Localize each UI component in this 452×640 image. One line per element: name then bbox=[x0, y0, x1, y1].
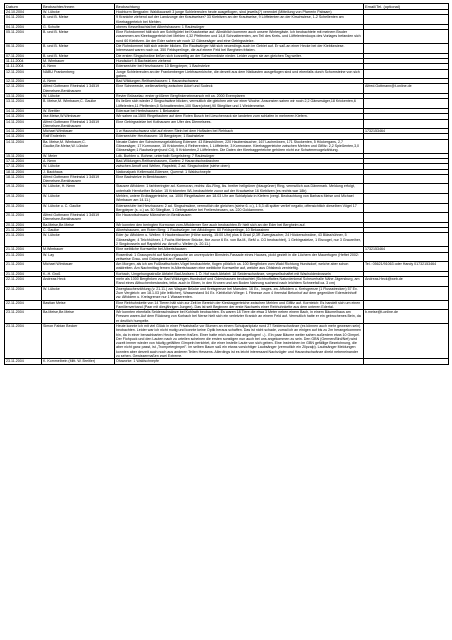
cell-date: 18.11.2004 bbox=[5, 169, 42, 174]
cell-observer: Ba.Meise,Be.Meise bbox=[42, 222, 115, 227]
cell-observation: Die Rohrdommel hält sich wieder blicken. Ein Raubwürger hält sich neuerdings auch im Gebiet auf. Er saß an einer Hecke bei der Kiebitzwiese. Interessant waren noch ca. 350 Feldsperlinge, die auf einem Feld bei Bergheim frästen. bbox=[115, 44, 364, 54]
cell-observer: B. und B. Meise bbox=[42, 15, 115, 25]
cell-date: 18.11.2004 bbox=[5, 174, 42, 184]
cell-date: 21.11.2004 bbox=[5, 252, 42, 262]
cell-contact: 1732153464 bbox=[364, 129, 449, 134]
cell-date: 21.11.2004 bbox=[5, 271, 42, 276]
column-header-observer: Beobachter/innen bbox=[42, 4, 115, 10]
cell-date: 07.11.2004 bbox=[5, 53, 42, 58]
cell-date: 20.11.2004 bbox=[5, 203, 42, 213]
cell-date: 12.11.2004 bbox=[5, 69, 42, 79]
cell-observation: Edersee/ufer bei Herzhausen: 10 Bergpieper, 1 Bachstelze bbox=[115, 64, 364, 69]
cell-observation: Hochturm Bergpalm: Waldkauzseit 3 junge Schleiereulen heute ausgeflogen, sind jeweils(?) verendet (Mitteilung von Pfarrerin Pabsam) bbox=[115, 10, 364, 15]
cell-contact bbox=[364, 184, 449, 194]
table-row bbox=[5, 15, 449, 25]
cell-contact: Tel.: 05621/91063 oder Handy 01732153464 bbox=[364, 262, 449, 272]
cell-contact bbox=[364, 174, 449, 184]
table-row bbox=[5, 139, 449, 153]
cell-contact: Alfred.Gottmann@t-online.de bbox=[364, 84, 449, 94]
cell-observer: W. Lübcke bbox=[42, 193, 115, 203]
cell-date: 24.10.2004 bbox=[5, 10, 42, 15]
cell-observer: Alfred Gottmann Rheinstal 1 34519 Diemelsee-Benkhausen bbox=[42, 119, 115, 129]
cell-date: 04.11.2004 bbox=[5, 15, 42, 25]
cell-date: 14.11.2004 bbox=[5, 108, 42, 113]
cell-observation: oberes Kesselbachtal bei Albertshausen: 1 Raubwürger bbox=[115, 24, 364, 29]
cell-observer: Michael Wimbauer bbox=[42, 129, 115, 134]
cell-date: 06.11.2004 bbox=[5, 44, 42, 54]
cell-observation: mehr als 1000 Bergfinken zw. Bad Wildungen-Hundsdorf und Odershausen beobachtet (Sichtnoffattes Naturdenkmal Scheuerhalle Nähe Jägersburg, am Rand eines Altbuchenbestandes, teilw. auch in Eiben, in den Kronen und am Boden Nahrung suchend nach leichtem Schneefall ca. 3 cm) bbox=[115, 277, 364, 287]
cell-observer: W. Lübcke bbox=[42, 94, 115, 99]
table-row bbox=[5, 174, 449, 184]
cell-date: 14.11.2004 bbox=[5, 139, 42, 153]
cell-contact bbox=[364, 286, 449, 300]
cell-observer: Ilse.Meise,W.Wimbauer bbox=[42, 114, 115, 119]
cell-observation: Neuste Daten der Schwimmvogelzählung Edersee: 43 Blesshühner, 220 Haubentaucher, 167 Lachmöwen, 171 Stockenten, 5 Höckergans, 2,7 Gänsesäger, 17 Kormorane, 15 Krickenten,4 Reiherenten, 1 Löffelente, 3 Kormorane. Kleebaggerteiche zwischen Mehlen und Giflitz: 2,2 Spießenten,3,0 Gänsesäger,1 Raubwürger(rund C4), 5 Krickenten,2 Löffelenten. Die Daten der Kleebaggerteiche gehören nicht zur Schwimmvogelzählung. bbox=[115, 139, 364, 153]
cell-date: 22.11.2004 bbox=[5, 277, 42, 287]
cell-observation: Edersee/ufer Herzhausen: 15 Bergpieper, 1 Bachstelze bbox=[115, 134, 364, 139]
cell-observer: Simon Fabian Becker bbox=[42, 324, 115, 359]
cell-contact: 1732153464 bbox=[364, 247, 449, 252]
cell-observation: 1 w Hausrotschwanz sitzt auf einem Stein bei dem Hofladen bei Rehbach bbox=[115, 129, 364, 134]
cell-observer: W. Lübcke u. C. Gaulke bbox=[42, 203, 115, 213]
observation-table bbox=[4, 3, 449, 365]
table-row bbox=[5, 252, 449, 262]
cell-date: 12.11.2004 bbox=[5, 84, 42, 94]
cell-date: 12.11.2004 bbox=[5, 79, 42, 84]
cell-observation: zwischen Arnoff und Welten, Rapsfeld, 2 ad. Singschwäne (siehe oben) bbox=[115, 164, 364, 169]
cell-date: 17.11.2004 bbox=[5, 158, 42, 163]
cell-observation: Junge Schleiereulen an der Frankenberger Liebfrauenkirche, die derzeit aus dem Nistkasten ausgeflogen sind und ebenfalls durch Schornsteine von sich gaben. bbox=[115, 69, 364, 79]
cell-observer: W. Meier bbox=[42, 153, 115, 158]
cell-contact bbox=[364, 139, 449, 153]
cell-date: 23.11.2004 bbox=[5, 324, 42, 359]
cell-date: 21.11.2004 bbox=[5, 233, 42, 247]
table-row bbox=[5, 359, 449, 364]
cell-observation: Zwergtaucherzählung (v. 21.11.) zw. Waguer Brücke und Kreisgrenze bei Marsden. 16 Ex., insges. zw. Affoldern u. Kreisgrenze (1 Flussstrecken) 57 Ex. Zum Vergleich: am 18.1.03 (die leitlicher), Wasserstand 54 Ex. Kiebitzlich Wiege: 1 Fitnesse zum 4 ihrerstal Betonhof auf dem gegenüber Edersteinhoff zw. Affoldern u. Kreisgrenze nur 1 Wasserenten. bbox=[115, 286, 364, 300]
cell-date: 14.11.2004 bbox=[5, 119, 42, 129]
cell-observer: K.-H. Groß bbox=[42, 271, 115, 276]
table-row bbox=[5, 310, 449, 324]
cell-date: 15.11.2004 bbox=[5, 153, 42, 158]
cell-observer: W. Lübcke bbox=[42, 164, 115, 169]
cell-date: 14.11.2004 bbox=[5, 134, 42, 139]
table-row bbox=[5, 69, 449, 79]
cell-contact bbox=[364, 99, 449, 109]
cell-date: 13.11.2004 bbox=[5, 94, 42, 99]
table-row bbox=[5, 193, 449, 203]
cell-contact bbox=[364, 203, 449, 213]
cell-observation: Bad-Wildungen-Reitharshausen, Garten: 2 Hausrotschwänzchen bbox=[115, 158, 364, 163]
cell-date: 20.11.2004 bbox=[5, 213, 42, 223]
cell-observation: Nationalpark Kellerwald-Edersee, Quernst: 1 Waldschnepfe bbox=[115, 169, 364, 174]
cell-date: 11.11.2004 bbox=[5, 64, 42, 69]
cell-observer: W. Lay bbox=[42, 252, 115, 262]
cell-date: 19.11.2004 bbox=[5, 193, 42, 203]
cell-date: 05.11.2004 bbox=[5, 30, 42, 44]
cell-contact bbox=[364, 193, 449, 203]
cell-observer: Alfred Gottmann Rheinstal 1 34519 Diemelsee-Benkhausen bbox=[42, 213, 115, 223]
cell-observer: B. Meise,M. Wimbauer,C. Gaulke bbox=[42, 99, 115, 109]
table-row bbox=[5, 262, 449, 272]
cell-observer: B. und B. Meise bbox=[42, 44, 115, 54]
table-row bbox=[5, 30, 449, 44]
cell-observation: Albertshausen, am Roten Berg: 1 Raubwürger, bei Affoldingen: 60 Feldsperlinge, 10 Bekassinen bbox=[115, 228, 364, 233]
cell-observation: Ofuworke: 1 Waldschnepfe bbox=[115, 359, 364, 364]
table-row bbox=[5, 277, 449, 287]
cell-observation: Eine weibliche Kornweihe bei Albertshausen bbox=[115, 247, 364, 252]
cell-observation: Am Morgen, als ich am Fußkraftschoter-Vögel beobachtete, flogen plötzlich ca. 100 Bergfinken vom Wald Richtung Hundsdorf, welche aber schon waldreiten. Am Nachmittag fernen in Albertshausen eine weibliche Kornweihe auf, welche aus Ohlsbeck zentrieftig. bbox=[115, 262, 364, 272]
cell-contact bbox=[364, 324, 449, 359]
cell-observation: Rosenthal: 1 Grauspecht auf Nahrungssuche an unverputzter Bimstein-Fassade eines Hauses, pickt gezielt in die Löchern der Mauerfugen (Heftet 2002: zeitweise Grau- und Grünspecht an Fassade) bbox=[115, 252, 364, 262]
cell-observation: Eine Rebhuhnkette von 14 Tieren hält sich zur Zeit im Bereich der Kiesbaggerteiche zwischen Mehlen und Giflitz auf. Kornteich: Es handelt sich um einen Familienverband (Paar mit diesjährigen Jungen). Das ist seit Beginnen der erste Nachweis einer Rebhuhnkette aus dem unteren Edertal. bbox=[115, 300, 364, 310]
cell-observer: W. Brettler bbox=[42, 108, 115, 113]
cell-observation: Die ersten Singschwäne ließen sich kurzzeitig an der Schwimmkiste nieder. Leider zogen sie am gleichen Tag weiter. bbox=[115, 53, 364, 58]
cell-contact bbox=[364, 15, 449, 25]
cell-observer: A. Nenn bbox=[42, 79, 115, 84]
cell-observer: Bastian Meise bbox=[42, 300, 115, 310]
cell-date: 14.11.2004 bbox=[5, 129, 42, 134]
table-row bbox=[5, 44, 449, 54]
cell-observer: B. und B. Meise bbox=[42, 53, 115, 58]
cell-observation: Eder (w. Affoldern u. Wellen: 9 Haubentaucher (Höhe sonnig, 15:00 Uhr) plus 6 Grad (2,3R Zwergtaucher, 24 Höckerschwäne, 43 Blässhühner, 5 Gänsesäger, 4 Teichhühner, 1 Fuchs Mehlener Brücke, fixe zuvor 6 Ex. von Ba.M., BeM u. CG beobachtet), 1 Gebirgsstelze, 1 Eisvogel, nur 3 Graureiher, 2 Singdrosseln auf Rapsfeld zw. Arnoff u. Wellen (s. 20.11.) bbox=[115, 233, 364, 247]
cell-contact: Andreas.Heck@web.de bbox=[364, 277, 449, 287]
cell-date: 21.11.2004 bbox=[5, 228, 42, 233]
cell-date: 11.11.2004 bbox=[5, 58, 42, 63]
cell-observer: W. Lübcke bbox=[42, 286, 115, 300]
cell-date: 13.11.2004 bbox=[5, 99, 42, 109]
cell-contact bbox=[364, 69, 449, 79]
cell-contact: b.meise@t-online.de bbox=[364, 310, 449, 324]
cell-observation: 9 Kraniche ziehend auf der Landzunge der Krautweiser? 33 Kiebitzen an der Krautweise, 9 Löffelenten an der Kirschwiese, 1-2 Schellenten am Kleebaggerteich bei Mehlen. bbox=[115, 15, 364, 25]
cell-contact bbox=[364, 30, 449, 44]
cell-date: 21.11.2004 bbox=[5, 262, 42, 272]
cell-date: 17.11.2004 bbox=[5, 164, 42, 169]
cell-observer: A. Nenn bbox=[42, 158, 115, 163]
table-row bbox=[5, 184, 449, 194]
cell-contact bbox=[364, 300, 449, 310]
cell-observation: Ein Hausrotschwanz Männchen in Benkhausen bbox=[115, 213, 364, 223]
cell-date: 04.11.2004 bbox=[5, 24, 42, 29]
cell-date: 22.11.2004 bbox=[5, 286, 42, 300]
cell-observation: Eine Rohrdommel hält sich am Schilfgürtel bei Krautweise auf. Allmählich kommen auch unsere Wintergäste. Ich beobachtete mit meinem Bruder zusammen am Kleebaggerteich bei Mehlen 4,32 Pfeifenten und 14,8 Schnatterenten, am Teil des Kreis- und Löffelentenloops des Vorlages befanden sich rund 60 Kiebitzen. An der Eder sahen wir noch 12 Gänsesäger und eine Gebirgsstelze. bbox=[115, 30, 364, 44]
cell-date: 20.11.2004 bbox=[5, 222, 42, 227]
cell-observer: Ralf Enderlein bbox=[42, 134, 115, 139]
cell-observer: C. Gaulke bbox=[42, 228, 115, 233]
cell-observation: Bad Wildungen-Reitharshausen: 1 Hausrotschwanz bbox=[115, 79, 364, 84]
cell-date: 23.11.2004 bbox=[5, 359, 42, 364]
cell-contact bbox=[364, 119, 449, 129]
cell-observation: Wir konnten ebenfalls Seidenschwänze bei Kohlrath beobachten. Es waren 18 Tiere die etwa 3 Meter neben einem Bach, in einem Bäumelhaus am Fressen waren.Auf dem Rückweg von Korbach bei Nerse hielt sich ein verletzter Kranich an einem Feld auf. Vermutlich hatte er ein gebrochenes Bein, da er deutlich humpelte. bbox=[115, 310, 364, 324]
cell-observer: Ba. Meise,M. Wimbauer,C. Gaulke,Be.Meise,W. Lübcke bbox=[42, 139, 115, 153]
table-row bbox=[5, 99, 449, 109]
table-row bbox=[5, 129, 449, 134]
table-row bbox=[5, 119, 449, 129]
cell-date: 23.11.2004 bbox=[5, 310, 42, 324]
cell-contact bbox=[364, 213, 449, 223]
cell-date: 22.11.2004 bbox=[5, 300, 42, 310]
cell-observation: Mehlen, untere Erdbaggerteiche, ca. 1000 Ringeltauben am 18.03 Uhr am Schlafplatz in Kiefern (vergl. Beobachtung von Barbara Meise und Michael Wimbauer am 14.11.) bbox=[115, 193, 364, 203]
cell-date: 19.11.2004 bbox=[5, 184, 42, 194]
cell-contact bbox=[364, 252, 449, 262]
cell-observer: M.Wimbauer bbox=[42, 247, 115, 252]
cell-observer: B. und B. Meise bbox=[42, 30, 115, 44]
cell-observation: Wir sahen ca.1500 Ringeltauben auf dem Roten Busch bei Lieschenrack sie landeten zum schlafen in mehreren Kiefern. bbox=[115, 114, 364, 119]
column-header-date: Datum bbox=[5, 4, 42, 10]
cell-observer: W. Lübcke bbox=[42, 233, 115, 247]
cell-contact bbox=[364, 233, 449, 247]
cell-observer: Alfred Gottmann Rheinstal 1 34519 Diemelsee-Benkhausen bbox=[42, 84, 115, 94]
cell-observer: Michael Wimbauer bbox=[42, 262, 115, 272]
table-row bbox=[5, 286, 449, 300]
cell-observation: Ederaue bei Herbshausen: 1 Bekassine bbox=[115, 108, 364, 113]
cell-observer: NABU Frankenberg bbox=[42, 69, 115, 79]
cell-observer: W. Lübcke, H. Nenn bbox=[42, 184, 115, 194]
cell-observer: G. Schulte bbox=[42, 24, 115, 29]
cell-observer: M. Wimbauer bbox=[42, 58, 115, 63]
cell-observation: Hundsdorf: 8 Bachstelzen ziehend bbox=[115, 58, 364, 63]
cell-observer: W. Lübcke bbox=[42, 10, 115, 15]
table-row bbox=[5, 213, 449, 223]
cell-contact bbox=[364, 44, 449, 54]
cell-observer: J. Backhaus bbox=[42, 169, 115, 174]
cell-observer: Andreas Heck bbox=[42, 277, 115, 287]
table-row bbox=[5, 203, 449, 213]
cell-observer: K. Kommelbein (Mitt. W. Breitler) bbox=[42, 359, 115, 364]
cell-observation: Stausee Affoldern: 1 farbberingter ad. Kormoran, rechts: Alu-Ring, lks. breiter hellgrüner (blaugrüner) Ring, vermutlich aus Dänemark. Meldung erfolgt, unterhalb Hemfurther Brücke: 15 Krickenten WL beobachtete zuvor auf der Krautweise 16 Kiebitzen (es rechts war 18b) bbox=[115, 184, 364, 194]
table-row bbox=[5, 233, 449, 247]
table-row bbox=[5, 324, 449, 359]
cell-observation: Ldk. Burblen u. Bohme, unterhalb Sorgelsberg: 7 Raubwürger bbox=[115, 153, 364, 158]
cell-observer: Ba.Meise,Be.Meise bbox=[42, 310, 115, 324]
cell-observation: Revier Brüsselau: erster größerer Bergfinkeneinmarsch mit ca. 2000 Exemplaren bbox=[115, 94, 364, 99]
cell-date: 14.11.2004 bbox=[5, 114, 42, 119]
table-row bbox=[5, 84, 449, 94]
cell-observer: A. Nenn bbox=[42, 64, 115, 69]
cell-observer: Alfred Gottmann Rheinstal 1 34519 Diemelsee-Benkhausen bbox=[42, 174, 115, 184]
cell-observation: Eine Gebirgsstelze bei Kothausen am Ufer des Diemelsees. bbox=[115, 119, 364, 129]
table-row bbox=[5, 300, 449, 310]
cell-observation: Eine Schneeeule, wellenartiertig zwischen Adorf und Sudeck bbox=[115, 84, 364, 94]
column-header-contact: Email/Tel. (optional) bbox=[364, 4, 449, 10]
cell-observation: Eine Bachstelze in Benkhausen bbox=[115, 174, 364, 184]
cell-observation: Es ließen sich wieder 2 Singschwäne blicken, vermutlich die gleichen wie vor einer Woche. Ansonsten sahen wir noch 2,2 Gänsesäger,18 Krickenten,6 Löffelenten,11 Pfeifenten,5 Schnatterenten,100 Stare(ohne),90 Stieglitze und 1 Weidenmeise. bbox=[115, 99, 364, 109]
cell-contact bbox=[364, 359, 449, 364]
cell-observation: Wir konnten den beringten Kormoran vom Affolderner See auch beobachten.Er hielt sich an der Eder bei Bergheim auf. bbox=[115, 222, 364, 227]
cell-observation: Edersee/ufer bei Herzhausen: 2 ad. Singschwäne, vermutlich die gleichen (siehe 6. o.), 1 5,3 d8 später verlief negativ, offensichtlich dieselben Vögel 17 Bergpieper (s. o.) ca. 50 Stieglitze, 1 Gebirgsstelze bei Freilersheusen, ca. 220 Goldammern. bbox=[115, 203, 364, 213]
cell-date: 21.11.2004 bbox=[5, 247, 42, 252]
column-header-observation: Beobachtung bbox=[115, 4, 364, 10]
cell-observation: Heute konnte ich mit viel Glück in einer Privatstraße vor Blumen an einem Schulparkplatz rund 27 Seidenschwänze (es können auch mehr gewesen sein) beobachten. Leider war ich nicht mutig und konnte keine Optik heraus schaffen. Das ist nicht schade, zumal ich an einigen auf bis zu 2m herangekommen bin, da in einer benachbarten Hecke Beeren fraßen. Einer hatte mich auch fast angeflogen! :-) . Ein paar Bäume weiter sahen außerdem etwa 10 Gimpel. Der Flohpuck und den Lauten nach zu urteilen scheinen die ersten sonstigen nun auch bei uns angekommen zu sein. Den GBN (Germen/Bird/Net) wird zuzeit immer wieder von häufig gefällten Gimpeln berichtet, die einer Instelle Laute von sich geben. Eine Instrelchen im GBN gefällige Bezeichnung, die aber nicht ganz passt, ist „Trompetergimpel". Im selben Baum saß ein etwas vorsichtiger Laubsänger (vermutlich ein Zilpzalp). Laubsänger Meldungen konnten aber derzeit auch noch aus anderen Teilen Hessens. Allerdings ist es leicht interessant Nachzügler und Hausrotschwänze direkt nebeneinander zu sehen. Gewissermaßen zwei Extreme. bbox=[115, 324, 364, 359]
cell-observation: Korbach, Umgehungsstraße Abfahrt Bad Arolsen: 1 Ö. Hof nach Abfahrt: 18 Seidenschwänze, vergesellschaftet mit Wacholderdrosseln bbox=[115, 271, 364, 276]
